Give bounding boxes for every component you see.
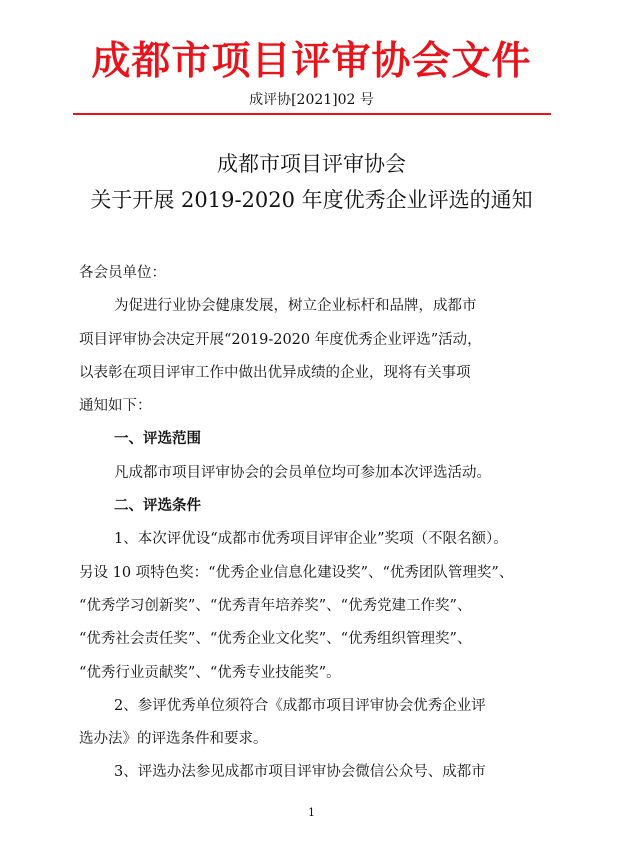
document-number: 成评协[2021]02 号 (249, 92, 374, 108)
condition-line: “优秀社会责任奖”、“优秀企业文化奖”、“优秀组织管理奖”、 (79, 631, 472, 648)
condition-line: 另设 10 项特色奖：“优秀企业信息化建设奖”、“优秀团队管理奖”、 (79, 564, 514, 581)
condition-line: 1、本次评优设“成都市优秀项目评审企业”奖项（不限名额）。 (114, 531, 508, 548)
condition-line: 2、参评优秀单位须符合《成都市项目评审协会优秀企业评 (114, 697, 486, 714)
condition-line: “优秀行业贡献奖”、“优秀专业技能奖”。 (79, 664, 341, 681)
intro-line: 为促进行业协会健康发展，树立企业标杆和品牌，成都市 (114, 298, 477, 315)
condition-line: “优秀学习创新奖”、“优秀青年培养奖”、“优秀党建工作奖”、 (79, 597, 472, 614)
salutation: 各会员单位： (79, 265, 166, 281)
notice-title-line1: 成都市项目评审协会 (217, 152, 406, 176)
condition-line: 3、评选办法参见成都市项目评审协会微信公众号、成都市 (114, 764, 486, 781)
page-number: 1 (308, 806, 315, 819)
condition-line: 选办法》的评选条件和要求。 (79, 731, 268, 748)
section-heading-scope: 一、评选范围 (114, 431, 201, 448)
section-heading-conditions: 二、评选条件 (114, 498, 201, 515)
notice-title-line2: 关于开展 2019-2020 年度优秀企业评选的通知 (90, 188, 533, 212)
document-masthead: 成都市项目评审协会文件 (91, 39, 532, 84)
intro-line: 项目评审协会决定开展“2019-2020 年度优秀企业评选”活动， (79, 331, 482, 348)
notice-body (79, 257, 549, 790)
section-scope-text: 凡成都市项目评审协会的会员单位均可参加本次评选活动。 (114, 464, 491, 481)
intro-line: 通知如下： (79, 398, 152, 415)
intro-line: 以表彰在项目评审工作中做出优异成绩的企业，现将有关事项 (79, 364, 471, 381)
red-divider-line (73, 113, 551, 115)
